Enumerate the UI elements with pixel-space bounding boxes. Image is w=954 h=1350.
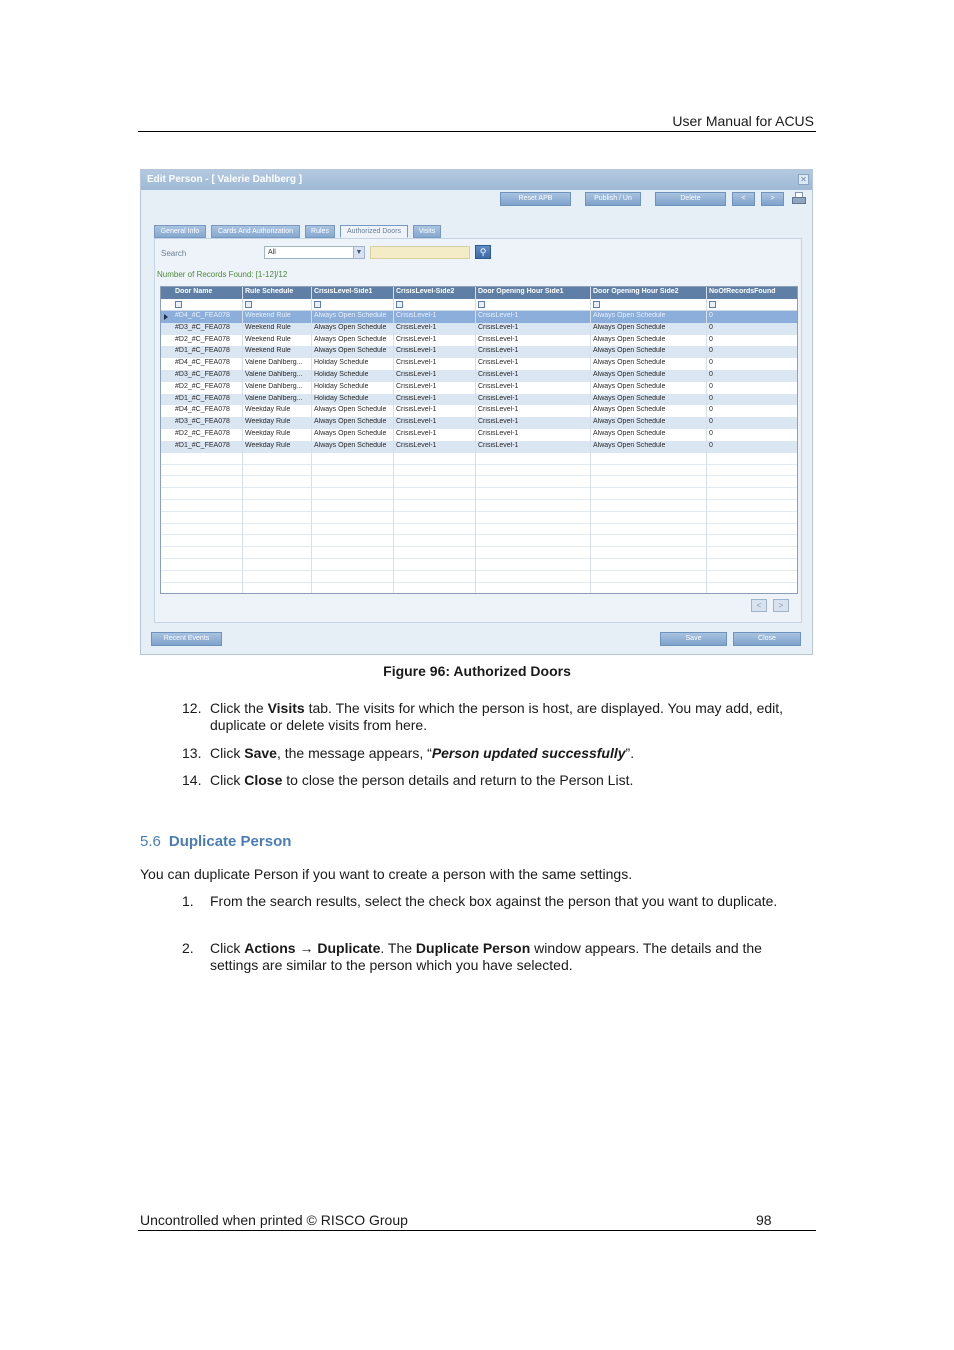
table-cell: Always Open Schedule bbox=[314, 312, 387, 319]
empty-row bbox=[161, 582, 797, 594]
table-cell: Always Open Schedule bbox=[593, 312, 666, 319]
table-cell: CrisisLevel-1 bbox=[396, 312, 437, 319]
empty-row bbox=[161, 547, 797, 559]
table-cell: CrisisLevel-1 bbox=[478, 347, 519, 355]
delete-button[interactable]: Delete bbox=[655, 192, 726, 206]
table-cell: Holiday Schedule bbox=[314, 371, 369, 378]
table-cell: Weekday Rule bbox=[245, 430, 291, 437]
filter-icon[interactable] bbox=[709, 301, 716, 308]
table-cell: CrisisLevel-1 bbox=[478, 441, 519, 449]
filter-icon[interactable] bbox=[593, 301, 600, 308]
column-divider bbox=[393, 287, 394, 593]
column-header[interactable]: CrisisLevel-Side2 bbox=[396, 288, 455, 295]
column-header[interactable]: NoOfRecordsFound bbox=[709, 288, 776, 295]
filter-icon[interactable] bbox=[245, 301, 252, 308]
table-cell: #D2_#C_FEA078 bbox=[175, 430, 230, 437]
tab-visits[interactable]: Visits bbox=[413, 225, 441, 238]
table-cell: Always Open Schedule bbox=[314, 335, 387, 343]
publish-button[interactable]: Publish / Un bbox=[585, 192, 641, 206]
column-divider bbox=[590, 287, 591, 593]
search-dropdown[interactable] bbox=[264, 246, 365, 259]
search-label: Search bbox=[161, 249, 187, 258]
table-cell: Always Open Schedule bbox=[593, 371, 666, 378]
table-cell: Always Open Schedule bbox=[314, 430, 387, 437]
table-cell: Weekend Rule bbox=[245, 335, 291, 343]
table-cell: #D4_#C_FEA078 bbox=[175, 359, 230, 367]
table-cell: CrisisLevel-1 bbox=[478, 323, 519, 331]
chevron-down-icon: ▼ bbox=[353, 247, 364, 258]
table-row[interactable] bbox=[161, 311, 797, 323]
table-cell: Holiday Schedule bbox=[314, 382, 369, 390]
column-divider bbox=[242, 287, 243, 593]
table-cell: Weekend Rule bbox=[245, 347, 291, 355]
table-cell: CrisisLevel-1 bbox=[396, 371, 437, 378]
table-cell: Weekend Rule bbox=[245, 312, 291, 319]
table-cell: Always Open Schedule bbox=[314, 441, 387, 449]
table-cell: 0 bbox=[709, 418, 713, 426]
table-cell: 0 bbox=[709, 382, 713, 390]
table-cell: Weekday Rule bbox=[245, 418, 291, 426]
table-cell: CrisisLevel-1 bbox=[396, 441, 437, 449]
table-cell: #D3_#C_FEA078 bbox=[175, 418, 230, 426]
table-cell: 0 bbox=[709, 335, 713, 343]
table-cell: CrisisLevel-1 bbox=[478, 359, 519, 367]
tab-cards-authorization[interactable]: Cards And Authorization bbox=[211, 225, 300, 238]
table-cell: CrisisLevel-1 bbox=[478, 382, 519, 390]
empty-row bbox=[161, 488, 797, 500]
table-cell: 0 bbox=[709, 394, 713, 402]
footer-copyright: Uncontrolled when printed © RISCO Group bbox=[140, 1212, 408, 1228]
table-cell: CrisisLevel-1 bbox=[396, 359, 437, 367]
table-cell: #D1_#C_FEA078 bbox=[175, 441, 230, 449]
table-cell: 0 bbox=[709, 371, 713, 378]
empty-row bbox=[161, 559, 797, 571]
table-cell: #D1_#C_FEA078 bbox=[175, 394, 230, 402]
table-cell: 0 bbox=[709, 359, 713, 367]
filter-icon[interactable] bbox=[175, 301, 182, 308]
empty-row bbox=[161, 453, 797, 465]
filter-row bbox=[161, 299, 797, 311]
tab-general-info[interactable]: General Info bbox=[154, 225, 206, 238]
table-cell: Always Open Schedule bbox=[593, 347, 666, 355]
table-cell: #D3_#C_FEA078 bbox=[175, 323, 230, 331]
table-cell: CrisisLevel-1 bbox=[396, 335, 437, 343]
column-divider bbox=[706, 287, 707, 593]
previous-button[interactable]: < bbox=[732, 192, 755, 206]
table-cell: 0 bbox=[709, 347, 713, 355]
header-title: User Manual for ACUS bbox=[672, 113, 814, 129]
table-cell: #D1_#C_FEA078 bbox=[175, 347, 230, 355]
table-cell: Always Open Schedule bbox=[593, 335, 666, 343]
table-row[interactable] bbox=[161, 370, 797, 382]
table-cell: CrisisLevel-1 bbox=[478, 418, 519, 426]
table-cell: CrisisLevel-1 bbox=[478, 406, 519, 414]
search-dropdown-value: All bbox=[268, 249, 276, 256]
empty-row bbox=[161, 476, 797, 488]
table-cell: Always Open Schedule bbox=[593, 441, 666, 449]
table-cell: CrisisLevel-1 bbox=[396, 347, 437, 355]
table-cell: Valerie Dahlberg... bbox=[245, 394, 303, 402]
table-cell: Always Open Schedule bbox=[593, 359, 666, 367]
records-found: Number of Records Found: [1-12]/12 bbox=[157, 270, 288, 279]
column-header[interactable]: Door Opening Hour Side1 bbox=[478, 288, 564, 295]
empty-row bbox=[161, 512, 797, 524]
column-header[interactable]: Door Name bbox=[175, 288, 213, 295]
table-cell: Always Open Schedule bbox=[593, 418, 666, 426]
table-cell: CrisisLevel-1 bbox=[396, 418, 437, 426]
table-cell: #D4_#C_FEA078 bbox=[175, 406, 230, 414]
table-cell: Holiday Schedule bbox=[314, 359, 369, 367]
next-button[interactable]: > bbox=[761, 192, 784, 206]
table-cell: Always Open Schedule bbox=[593, 394, 666, 402]
close-icon[interactable]: ✕ bbox=[798, 174, 809, 185]
empty-row bbox=[161, 464, 797, 476]
authorized-doors-panel bbox=[154, 238, 802, 623]
table-cell: Always Open Schedule bbox=[593, 323, 666, 331]
page-header bbox=[138, 113, 816, 132]
page-next-button[interactable]: > bbox=[773, 599, 789, 612]
table-row[interactable] bbox=[161, 358, 797, 370]
window-titlebar bbox=[141, 170, 812, 190]
table-cell: #D2_#C_FEA078 bbox=[175, 382, 230, 390]
table-cell: 0 bbox=[709, 430, 713, 437]
table-cell: Always Open Schedule bbox=[314, 347, 387, 355]
table-row[interactable] bbox=[161, 382, 797, 394]
table-cell: CrisisLevel-1 bbox=[396, 382, 437, 390]
table-cell: CrisisLevel-1 bbox=[478, 394, 519, 402]
table-row[interactable] bbox=[161, 323, 797, 335]
table-cell: CrisisLevel-1 bbox=[396, 394, 437, 402]
table-cell: CrisisLevel-1 bbox=[478, 312, 519, 319]
table-cell: CrisisLevel-1 bbox=[478, 430, 519, 437]
table-row[interactable] bbox=[161, 346, 797, 358]
table-cell: CrisisLevel-1 bbox=[478, 371, 519, 378]
page-number: 98 bbox=[756, 1212, 772, 1228]
table-cell: Valerie Dahlberg... bbox=[245, 382, 303, 390]
empty-row bbox=[161, 535, 797, 547]
column-header[interactable]: Door Opening Hour Side2 bbox=[593, 288, 679, 295]
tab-authorized-doors[interactable]: Authorized Doors bbox=[340, 225, 408, 238]
print-icon[interactable] bbox=[791, 192, 807, 206]
table-cell: Always Open Schedule bbox=[314, 406, 387, 414]
row-pointer-icon bbox=[164, 314, 168, 320]
table-cell: Always Open Schedule bbox=[314, 418, 387, 426]
filter-icon[interactable] bbox=[396, 301, 403, 308]
empty-row bbox=[161, 500, 797, 512]
column-divider bbox=[475, 287, 476, 593]
table-row[interactable] bbox=[161, 335, 797, 347]
recent-events-button[interactable]: Recent Events bbox=[151, 632, 222, 646]
intro-paragraph: You can duplicate Person if you want to create a person with the same settings. bbox=[140, 866, 633, 882]
table-cell: CrisisLevel-1 bbox=[396, 323, 437, 331]
table-cell: 0 bbox=[709, 441, 713, 449]
search-input[interactable] bbox=[370, 246, 470, 259]
table-cell: Valerie Dahlberg... bbox=[245, 359, 303, 367]
page-footer bbox=[138, 1212, 816, 1231]
table-cell: Always Open Schedule bbox=[314, 323, 387, 331]
grid-header bbox=[161, 287, 797, 299]
filter-icon[interactable] bbox=[478, 301, 485, 308]
table-cell: Always Open Schedule bbox=[593, 382, 666, 390]
table-cell: 0 bbox=[709, 323, 713, 331]
table-cell: Always Open Schedule bbox=[593, 406, 666, 414]
save-button[interactable]: Save bbox=[660, 632, 727, 646]
table-row[interactable] bbox=[161, 394, 797, 406]
section-heading: 5.6 Duplicate Person bbox=[140, 833, 292, 850]
filter-icon[interactable] bbox=[314, 301, 321, 308]
table-row[interactable] bbox=[161, 441, 797, 453]
table-row[interactable] bbox=[161, 405, 797, 417]
tab-rules[interactable]: Rules bbox=[305, 225, 335, 238]
column-divider bbox=[311, 287, 312, 593]
column-header[interactable]: Rule Schedule bbox=[245, 288, 294, 295]
table-cell: #D4_#C_FEA078 bbox=[175, 312, 230, 319]
table-cell: Holiday Schedule bbox=[314, 394, 369, 402]
table-cell: CrisisLevel-1 bbox=[396, 406, 437, 414]
table-cell: 0 bbox=[709, 312, 713, 319]
table-cell: Weekday Rule bbox=[245, 406, 291, 414]
table-cell: #D2_#C_FEA078 bbox=[175, 335, 230, 343]
reset-apb-button[interactable]: Reset APB bbox=[500, 192, 571, 206]
empty-row bbox=[161, 523, 797, 535]
close-button[interactable]: Close bbox=[733, 632, 801, 646]
table-cell: CrisisLevel-1 bbox=[396, 430, 437, 437]
table-cell: Always Open Schedule bbox=[593, 430, 666, 437]
table-row[interactable] bbox=[161, 417, 797, 429]
table-cell: #D3_#C_FEA078 bbox=[175, 371, 230, 378]
table-cell: CrisisLevel-1 bbox=[478, 335, 519, 343]
column-header[interactable]: CrisisLevel-Side1 bbox=[314, 288, 373, 295]
table-cell: Weekday Rule bbox=[245, 441, 291, 449]
table-row[interactable] bbox=[161, 429, 797, 441]
table-cell: Valerie Dahlberg... bbox=[245, 371, 303, 378]
search-icon[interactable]: ⚲ bbox=[475, 245, 491, 259]
table-cell: Weekend Rule bbox=[245, 323, 291, 331]
window-title: Edit Person - [ Valerie Dahlberg ] bbox=[147, 174, 303, 185]
table-cell: 0 bbox=[709, 406, 713, 414]
page-previous-button[interactable]: < bbox=[751, 599, 767, 612]
empty-row bbox=[161, 571, 797, 583]
doors-grid bbox=[160, 286, 798, 594]
edit-person-window bbox=[140, 169, 813, 655]
figure-caption: Figure 96: Authorized Doors bbox=[383, 663, 571, 679]
